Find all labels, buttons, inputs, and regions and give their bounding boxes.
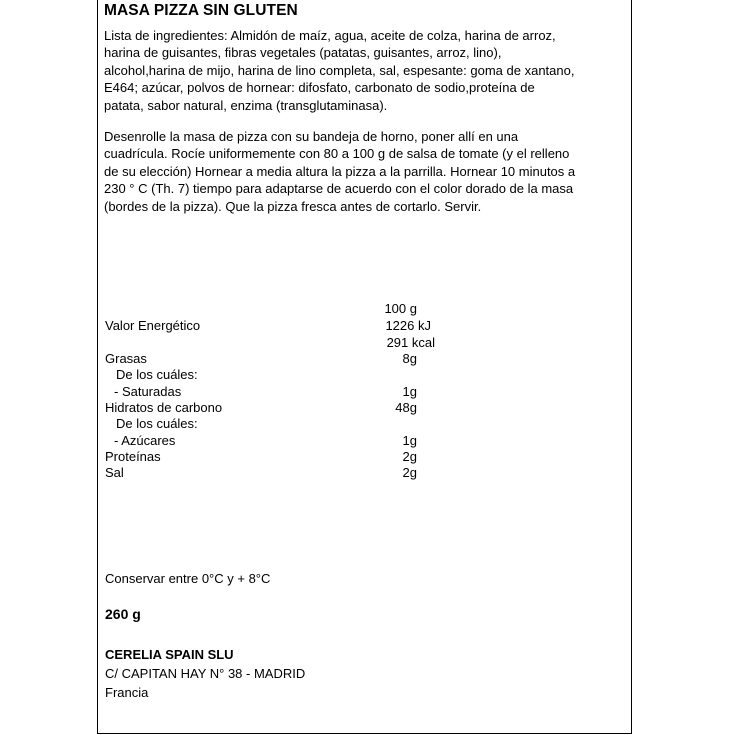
nutrition-row-label: Proteínas — [105, 449, 161, 464]
nutrition-row-label: De los cuáles: — [116, 367, 198, 382]
nutrition-row-value: 48g — [395, 400, 417, 415]
ingredients-line: alcohol,harina de mijo, harina de lino completa, sal, espesante: goma de xantano, — [104, 62, 575, 78]
instructions-line: 230 ° C (Th. 7) tiempo para adaptarse de acuerdo con el color dorado de la masa — [104, 181, 574, 197]
nutrition-row-label: Sal — [105, 465, 124, 480]
nutrition-row-value: 1g — [402, 384, 417, 399]
nutrition-row-label: De los cuáles: — [116, 416, 198, 431]
ingredients-line: E464; azúcar, polvos de hornear: difosfato, carbonato de sodio,proteína de — [104, 80, 535, 96]
nutrition-energy-label: Valor Energético — [105, 318, 201, 333]
ingredients-line: patata, sabor natural, enzima (transglutaminasa). — [104, 97, 388, 113]
nutrition-energy-kcal: 291 kcal — [386, 335, 435, 350]
nutrition-row-value: 2g — [402, 465, 417, 480]
product-title: MASA PIZZA SIN GLUTEN — [104, 2, 298, 19]
preparation-instructions — [104, 128, 629, 215]
instructions-line: (bordes de la pizza). Que la pizza fresca antes de cortarlo. Servir. — [104, 198, 482, 214]
instructions-line: Desenrolle la masa de pizza con su bandeja de horno, poner allí en una — [104, 129, 519, 144]
nutrition-row-value: 2g — [402, 449, 417, 464]
nutrition-row-label: Grasas — [105, 351, 147, 366]
nutrition-header: 100 g — [384, 301, 417, 316]
ingredients-list — [104, 27, 629, 114]
nutrition-row-label: - Azúcares — [114, 433, 176, 448]
instructions-line: cuadrícula. Rocíe uniformemente con 80 a 100 g de salsa de tomate (y el relleno — [104, 146, 570, 162]
nutrition-energy-kj: 1226 kJ — [385, 318, 431, 333]
company-name: CERELIA SPAIN SLU — [105, 647, 234, 662]
ingredients-line: harina de guisantes, fibras vegetales (patatas, guisantes, arroz, lino), — [104, 45, 502, 61]
company-address: C/ CAPITAN HAY N° 38 - MADRID — [105, 666, 306, 681]
net-weight: 260 g — [105, 606, 141, 622]
nutrition-row-value: 8g — [402, 351, 417, 366]
instructions-line: de su elección) Hornear a media altura la pizza a la parrilla. Hornear 10 minutos a — [104, 163, 576, 179]
nutrition-row-label: Hidratos de carbono — [105, 400, 223, 415]
nutrition-row-value: 1g — [402, 433, 417, 448]
storage-instructions: Conservar entre 0°C y + 8°C — [105, 571, 271, 586]
nutrition-row-label: - Saturadas — [114, 384, 182, 399]
company-country: Francia — [105, 685, 149, 700]
ingredients-line: Lista de ingredientes: Almidón de maíz, agua, aceite de colza, harina de arroz, — [104, 28, 556, 43]
